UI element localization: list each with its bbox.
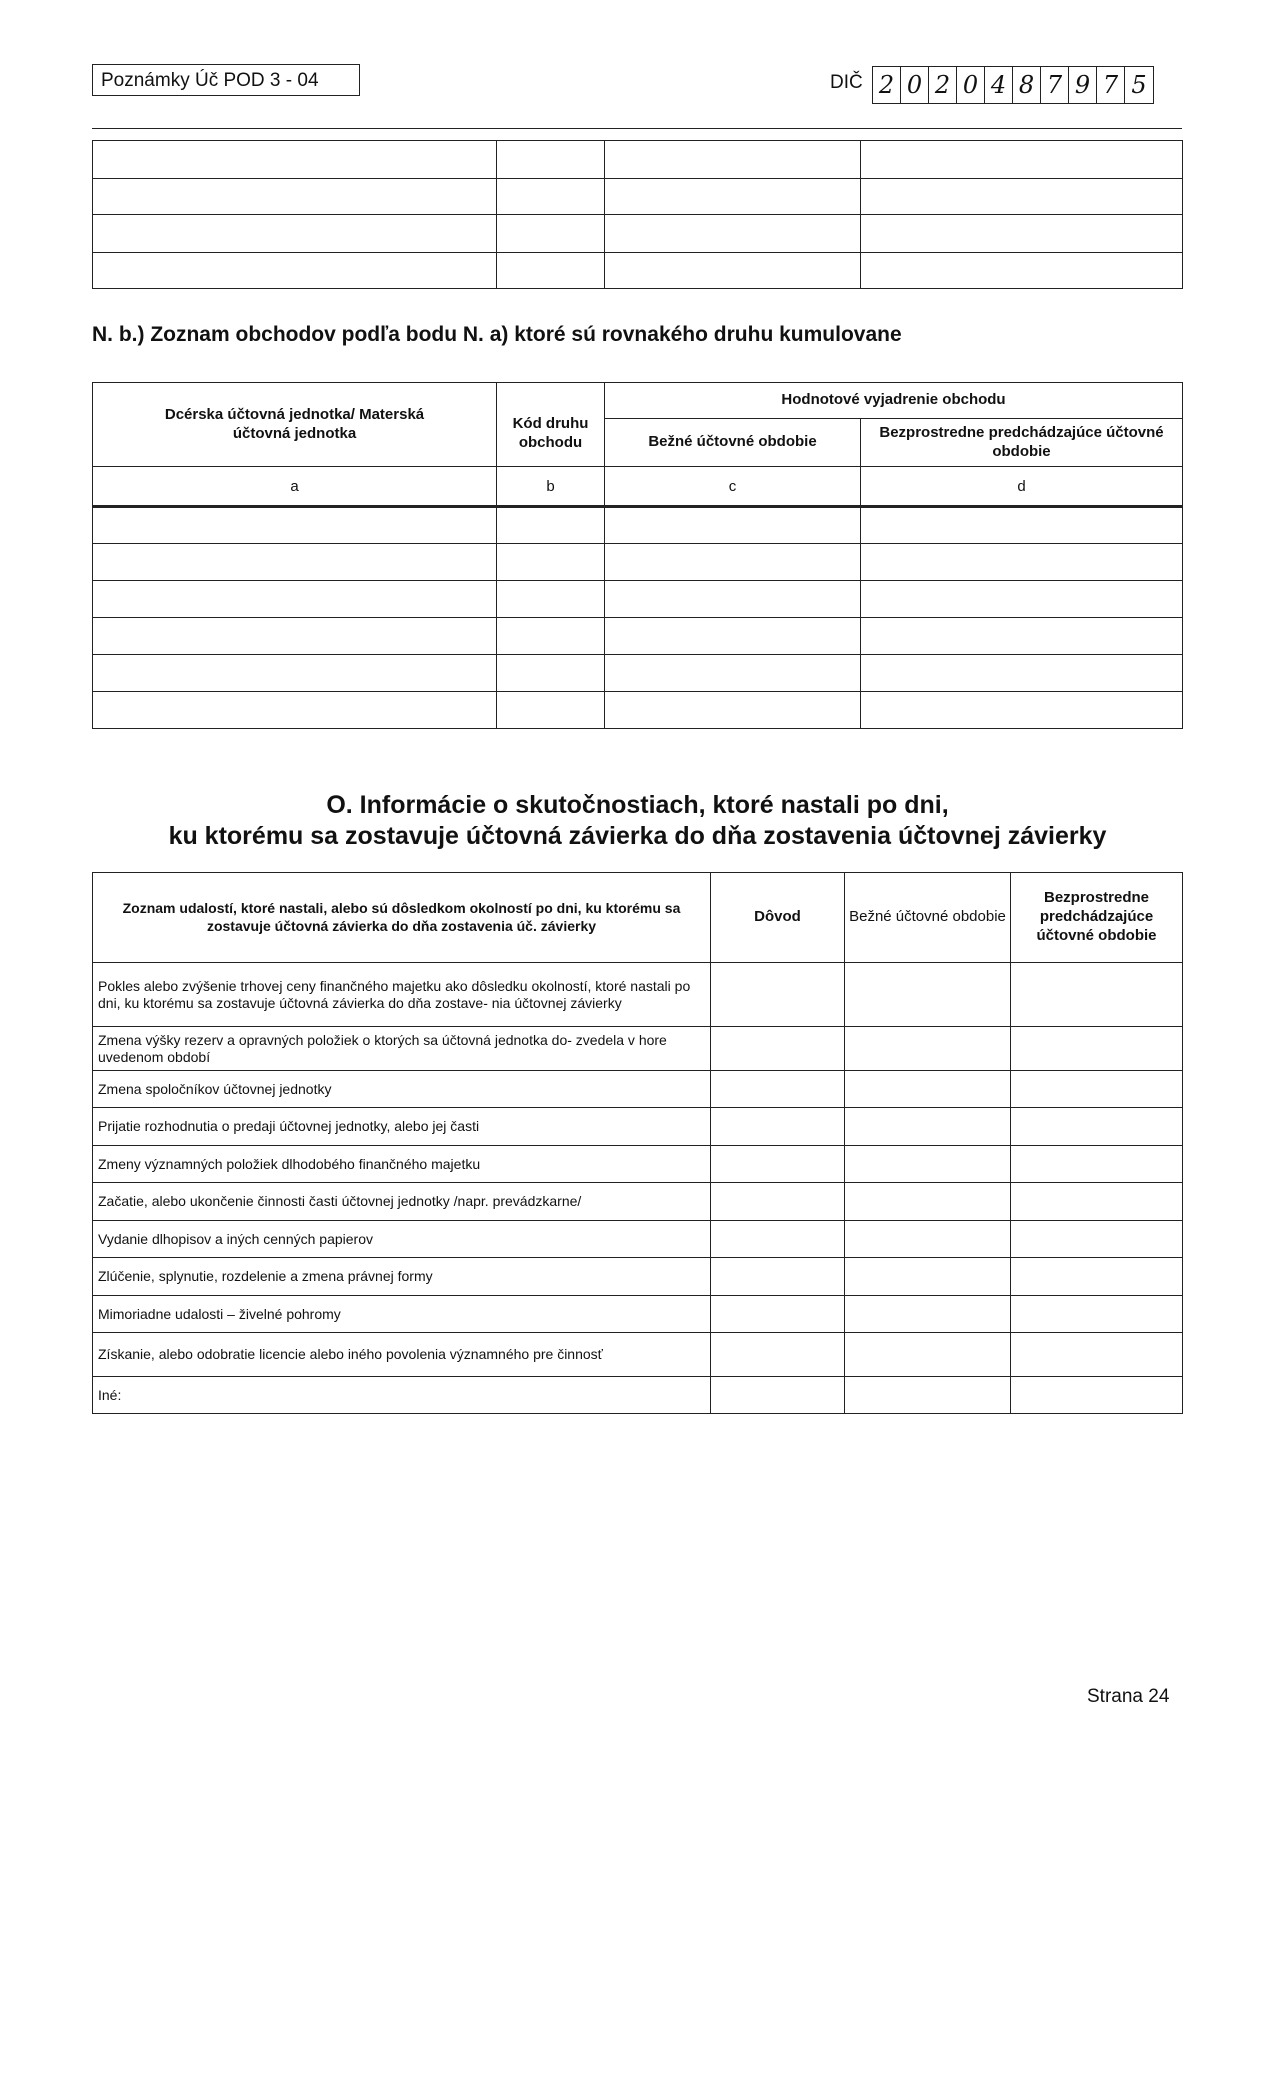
event-current-cell[interactable] [845, 1027, 1011, 1071]
event-current-cell[interactable] [845, 1333, 1011, 1377]
event-previous-cell[interactable] [1011, 1221, 1183, 1258]
event-row-label: Iné: [93, 1377, 711, 1414]
nb-entry-cell[interactable] [93, 507, 497, 544]
event-previous-cell[interactable] [1011, 1146, 1183, 1183]
event-current-cell[interactable] [845, 1296, 1011, 1333]
event-previous-cell[interactable] [1011, 1183, 1183, 1221]
nb-col-letter: b [497, 467, 605, 507]
nb-entry-cell[interactable] [861, 581, 1183, 618]
events-col-list-header: Zoznam udalostí, ktoré nastali, alebo sú dôsledkom okolností po dni, ku ktorému sa zostavuje účtovná závierka do dňa zostavenia úč. závierky [93, 873, 711, 963]
event-row-label: Prijatie rozhodnutia o predaji účtovnej jednotky, alebo jej časti [93, 1108, 711, 1146]
event-reason-cell[interactable] [711, 1258, 845, 1296]
event-current-cell[interactable] [845, 1146, 1011, 1183]
nb-entry-cell[interactable] [605, 618, 861, 655]
table-cell[interactable] [93, 141, 497, 179]
event-previous-cell[interactable] [1011, 1108, 1183, 1146]
section-o-title-line2: ku ktorému sa zostavuje účtovná závierka do dňa zostavenia účtovnej závierky [168, 822, 1107, 850]
nb-col-letter: c [605, 467, 861, 507]
nb-entry-cell[interactable] [861, 618, 1183, 655]
event-reason-cell[interactable] [711, 1183, 845, 1221]
event-previous-cell[interactable] [1011, 1377, 1183, 1414]
event-current-cell[interactable] [845, 963, 1011, 1027]
table-cell[interactable] [861, 141, 1183, 179]
event-previous-cell[interactable] [1011, 1296, 1183, 1333]
dic-number-boxes[interactable] [872, 66, 1154, 104]
event-previous-cell[interactable] [1011, 1027, 1183, 1071]
nb-entry-cell[interactable] [497, 655, 605, 692]
nb-entry-cell[interactable] [497, 618, 605, 655]
table-cell[interactable] [93, 253, 497, 289]
event-previous-cell[interactable] [1011, 1258, 1183, 1296]
table-cell[interactable] [497, 141, 605, 179]
dic-digit[interactable]: 0 [957, 67, 985, 103]
nb-col-a-header: Dcérska účtovná jednotka/ Materská účtovná jednotka [93, 383, 497, 467]
nb-entry-cell[interactable] [497, 544, 605, 581]
nb-col-b-header: Kód druhu obchodu [497, 383, 605, 467]
nb-col-d-header: Bezprostredne predchádzajúce účtovné obdobie [861, 419, 1183, 467]
nb-entry-cell[interactable] [605, 544, 861, 581]
event-row-label: Zmena výšky rezerv a opravných položiek o ktorých sa účtovná jednotka do- zvedela v hore uvedenom období [93, 1027, 711, 1071]
nb-entry-cell[interactable] [605, 507, 861, 544]
dic-digit[interactable]: 5 [1131, 71, 1147, 99]
table-cell[interactable] [93, 179, 497, 215]
event-row-label: Získanie, alebo odobratie licencie alebo iného povolenia významného pre činnosť [93, 1333, 711, 1377]
event-reason-cell[interactable] [711, 963, 845, 1027]
event-reason-cell[interactable] [711, 1071, 845, 1108]
table-cell[interactable] [861, 215, 1183, 253]
dic-label: DIČ [830, 72, 863, 93]
events-table [92, 872, 1183, 1414]
nb-entry-cell[interactable] [605, 581, 861, 618]
table-cell[interactable] [605, 253, 861, 289]
table-cell[interactable] [93, 215, 497, 253]
nb-col-c-header: Bežné účtovné obdobie [605, 419, 861, 467]
nb-entry-cell[interactable] [605, 692, 861, 729]
event-previous-cell[interactable] [1011, 1071, 1183, 1108]
event-reason-cell[interactable] [711, 1221, 845, 1258]
event-row-label: Zlúčenie, splynutie, rozdelenie a zmena právnej formy [93, 1258, 711, 1296]
header-divider [92, 128, 1182, 129]
event-current-cell[interactable] [845, 1183, 1011, 1221]
dic-digit[interactable]: 4 [985, 67, 1013, 103]
events-col-current-header: Bežné účtovné obdobie [845, 873, 1011, 963]
nb-entry-cell[interactable] [497, 581, 605, 618]
table-cell[interactable] [861, 179, 1183, 215]
table-cell[interactable] [497, 215, 605, 253]
nb-entry-cell[interactable] [93, 544, 497, 581]
table-cell[interactable] [497, 179, 605, 215]
event-current-cell[interactable] [845, 1108, 1011, 1146]
table-cell[interactable] [497, 253, 605, 289]
table-cell[interactable] [861, 253, 1183, 289]
nb-entry-cell[interactable] [605, 655, 861, 692]
nb-entry-cell[interactable] [861, 655, 1183, 692]
nb-entry-cell[interactable] [497, 692, 605, 729]
dic-digit[interactable]: 8 [1013, 67, 1041, 103]
nb-entry-cell[interactable] [93, 618, 497, 655]
dic-digit[interactable]: 7 [1041, 67, 1069, 103]
nb-entry-cell[interactable] [93, 692, 497, 729]
event-row-label: Pokles alebo zvýšenie trhovej ceny finančného majetku ako dôsledku okolností, ktoré nastali po dni, ku ktorému sa zostavuje účtovná závierka do dňa zostave- nia účtovnej závierky [93, 963, 711, 1027]
nb-table [92, 382, 1183, 729]
event-previous-cell[interactable] [1011, 1333, 1183, 1377]
section-o-title-line1: O. Informácie o skutočnostiach, ktoré nastali po dni, [326, 791, 949, 819]
nb-entry-cell[interactable] [861, 544, 1183, 581]
continuation-table [92, 140, 1183, 289]
event-row-label: Zmeny významných položiek dlhodobého finančného majetku [93, 1146, 711, 1183]
table-cell[interactable] [605, 141, 861, 179]
events-col-reason-header: Dôvod [711, 873, 845, 963]
dic-digit[interactable]: 0 [901, 67, 929, 103]
dic-digit[interactable]: 2 [873, 67, 901, 103]
nb-entry-cell[interactable] [93, 655, 497, 692]
event-previous-cell[interactable] [1011, 963, 1183, 1027]
section-nb-title: N. b.) Zoznam obchodov podľa bodu N. a) ktoré sú rovnakého druhu kumulovane [92, 323, 902, 346]
nb-entry-cell[interactable] [861, 507, 1183, 544]
event-row-label: Mimoriadne udalosti – živelné pohromy [93, 1296, 711, 1333]
event-reason-cell[interactable] [711, 1377, 845, 1414]
event-reason-cell[interactable] [711, 1296, 845, 1333]
event-reason-cell[interactable] [711, 1027, 845, 1071]
event-row-label: Vydanie dlhopisov a iných cenných papierov [93, 1221, 711, 1258]
event-reason-cell[interactable] [711, 1108, 845, 1146]
dic-digit[interactable]: 7 [1097, 67, 1125, 103]
form-code-box: Poznámky Úč POD 3 - 04 [92, 64, 360, 96]
event-reason-cell[interactable] [711, 1146, 845, 1183]
dic-digit[interactable]: 9 [1069, 67, 1097, 103]
event-current-cell[interactable] [845, 1377, 1011, 1414]
nb-entry-cell[interactable] [497, 507, 605, 544]
dic-digit[interactable]: 2 [929, 67, 957, 103]
table-cell[interactable] [605, 179, 861, 215]
event-current-cell[interactable] [845, 1221, 1011, 1258]
nb-value-group-header: Hodnotové vyjadrenie obchodu [605, 383, 1183, 419]
page-number: Strana 24 [1087, 1686, 1170, 1707]
nb-col-letter: d [861, 467, 1183, 507]
event-current-cell[interactable] [845, 1258, 1011, 1296]
events-col-previous-header: Bezprostredne predchádzajúce účtovné obdobie [1011, 873, 1183, 963]
nb-entry-cell[interactable] [93, 581, 497, 618]
nb-entry-cell[interactable] [861, 692, 1183, 729]
event-reason-cell[interactable] [711, 1333, 845, 1377]
event-current-cell[interactable] [845, 1071, 1011, 1108]
table-cell[interactable] [605, 215, 861, 253]
nb-col-letter: a [93, 467, 497, 507]
event-row-label: Začatie, alebo ukončenie činnosti časti účtovnej jednotky /napr. prevádzkarne/ [93, 1183, 711, 1221]
event-row-label: Zmena spoločníkov účtovnej jednotky [93, 1071, 711, 1108]
